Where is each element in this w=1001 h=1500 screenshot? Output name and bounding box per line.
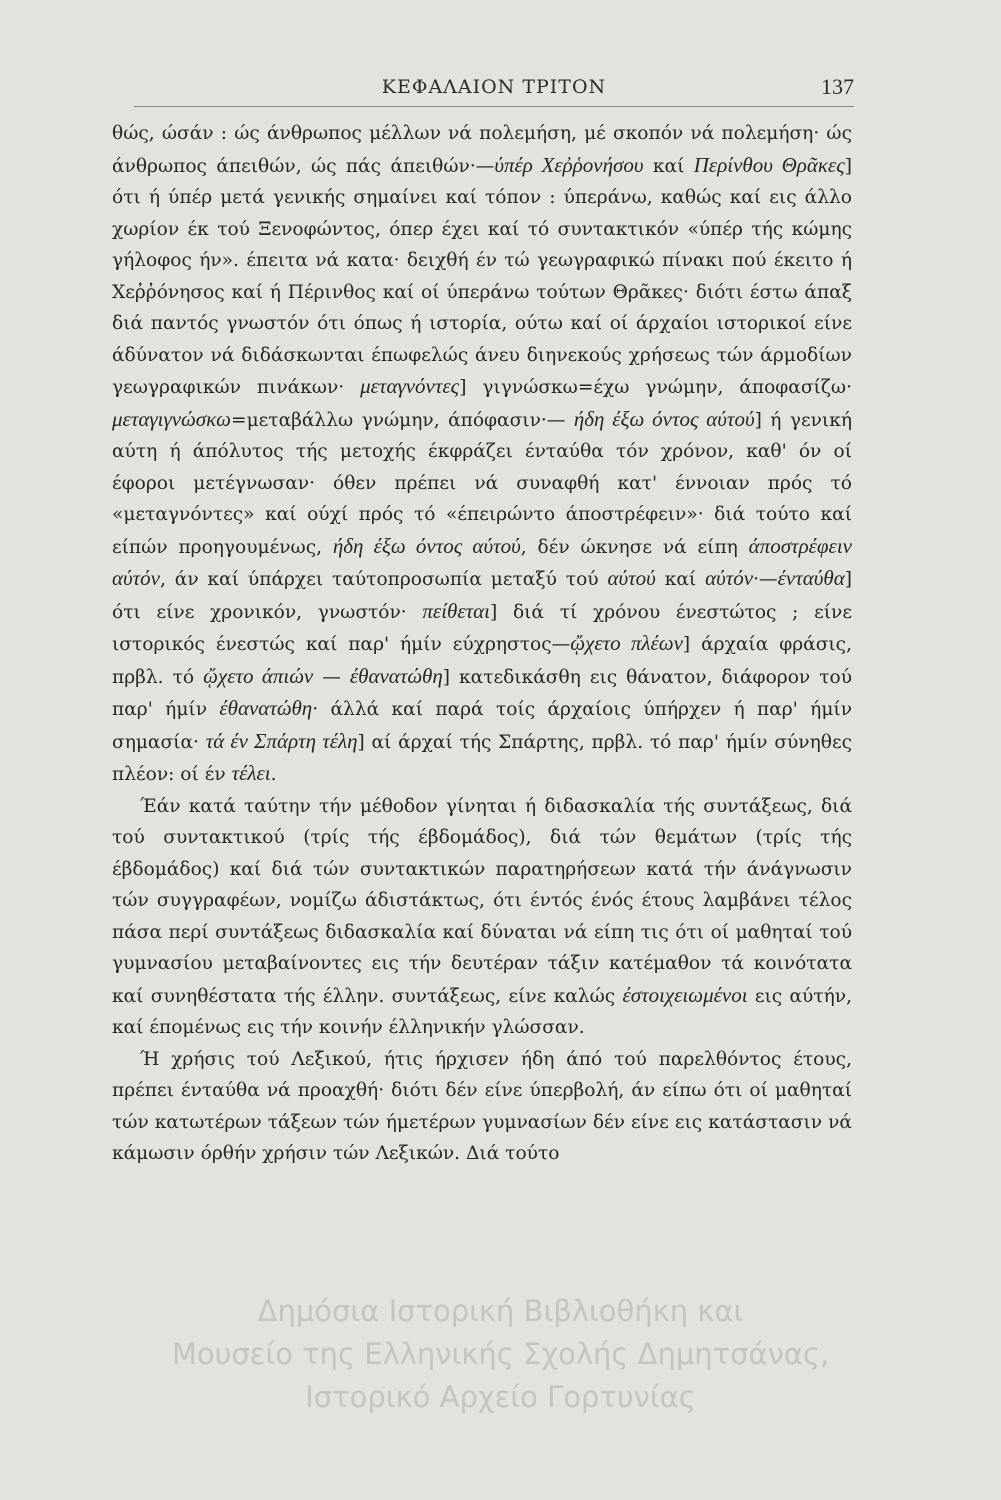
text-segment: ] κατεδικάσθη εις θάνατον, διάφορον τού παρ' ήμίν [112,666,853,720]
paragraph [112,791,852,1044]
text-segment: ] ότι ή ύπέρ μετά γενικής σημαίνει καί τόπον : ύπεράνω, καθώς καί εις άλλο χωρίον έκ τού Ξενοφώντος, όπερ έχει καί τό συντακτικόν «ύπέρ τής κώμης γήλοφος ήν». έπειτα νά κατα· δειχθή έν τώ γεωγραφικώ πίνακι πού έκειτο ή Χεῤῥόνησος καί ή Πέρινθος καί οί ύπεράνω τούτων Θρᾶκες· διότι έστω άπαξ διά παντός γνωστόν ότι όπως ή ιστορία, ούτω καί οί άρχαίοι ιστορικοί είνε άδύνατον νά διδάσκωνται έπωφελώς άνευ διηνεκούς χρήσεως τών άρμοδίων γεωγραφικών πινάκων· [112,155,852,398]
text-segment: · άλλά καί παρά τοίς άρχαίοις ύπήρχεν ή παρ' ήμίν σημασία· [112,699,852,753]
text-segment: — [313,666,350,688]
text-segment: θώς, ώσάν : ώς άνθρωπος μέλλων νά πολεμήση, μέ σκοπόν νά πολεμήση· ώς άνθρωπος άπειθών, ώς πάς άπειθών·— [112,123,852,177]
running-head [134,72,854,107]
text-segment: ] ή γενική αύτη ή άπόλυτος τής μετοχής έκφράζει ένταύθα τόν χρόνον, καθ' όν οί έφοροι μετέγνωσαν· όθεν πρέπει νά συναφθή κατ' έννοιαν πρός τό «μεταγνόντες» καί ούχί πρός τό «έπειρώντο άποστρέφειν»· διά τούτο καί είπών προηγουμένως, [112,409,852,558]
text-segment: . [270,764,277,785]
text-segment: καί [643,155,694,177]
watermark-line-1: Δημόσια Ιστορική Βιβλιοθήκη και [257,1294,744,1328]
text-segment: , δέν ώκνησε νά είπη [520,536,749,558]
text-segment: ] γιγνώσκω=έχω γνώμην, άποφασίζω· [459,377,852,398]
italic-text-segment: τέλει [231,761,271,785]
italic-text-segment: Περίνθου Θρᾶκες [693,152,845,177]
italic-text-segment: έθανατώθη [219,696,313,720]
chapter-title: ΚΕΦΑΛΑΙΟΝ ΤΡΙΤΟΝ [381,76,607,98]
paragraph [112,1044,852,1170]
text-segment: Ή χρήσις τού Λεξικού, ήτις ήρχισεν ήδη άπό τού παρελθόντος έτους, πρέπει ένταύθα νά προαχθή· διότι δέν είνε ύπερβολή, άν είπω ότι οί μαθηταί τών κατωτέρων τάξεων τών ήμετέρων γυμνασίων δέν είνε εις κατάστασιν νά κάμωσιν όρθήν χρήσιν τών Λεξικών. Διά τούτο [112,1048,852,1164]
italic-text-segment: αύτού [607,566,656,590]
text-segment: ·— [753,569,778,590]
italic-text-segment: ᾤχετο πλέων [570,631,683,655]
italic-text-segment: έστοιχειωμένοι [622,982,748,1007]
text-segment: καί [655,569,706,590]
italic-text-segment: άποστρέφειν αύτόν [112,533,852,590]
text-segment: ] ότι είνε χρονικόν, γνωστόν· [112,569,852,623]
italic-text-segment: αύτόν [705,566,754,590]
text-segment: ] διά τί χρόνου ένεστώτος ; είνε ιστορικός ένεστώς καί παρ' ήμίν εύχρηστος— [112,601,852,655]
watermark-line-2: Μουσείο της Ελληνικής Σχολής Δημητσάνας, [171,1337,830,1371]
italic-text-segment: ένταύθα [777,566,845,590]
text-segment: εις αύτήν, καί έπομένως εις τήν κοινήν έλληνικήν γλώσσαν. [112,985,852,1038]
italic-text-segment: ύπέρ Χεῤῥονήσου [494,152,644,177]
italic-text-segment: ᾤχετο άπιών [203,663,314,688]
body-text [112,118,852,1170]
text-segment: ] αί άρχαί τής Σπάρτης, πρβλ. τό παρ' ήμίν σύνηθες πλέον: οί έν [112,731,852,785]
watermark-line-3: Ιστορικό Αρχείο Γορτυνίας [305,1380,696,1414]
italic-text-segment: πείθεται [422,598,490,623]
text-segment: Έάν κατά ταύτην τήν μέθοδον γίνηται ή διδασκαλία τής συντάξεως, διά τού συντακτικού (τρίς τής έβδομάδος), διά τών θεμάτων (τρίς τής έβδομάδος) καί διά τών συντακτικών παρατηρήσεων κατά τήν άνάγνωσιν τών συγγραφέων, νομίζω άδιστάκτως, ότι έντός ένός έτους λαμβάνει τέλος πάσα περί συντάξεως διδασκαλία καί δύναται νά είπη τις ότι οί μαθηταί τού γυμνασίου μεταβαίνοντες εις τήν δευτέραν τάξιν κατέμαθον τά κοινότατα καί συνηθέστατα τής έλλην. συντάξεως, είνε καλώς [112,795,852,1007]
italic-text-segment: ήδη έξω όντος αύτού [332,533,521,558]
italic-text-segment: μεταγνόντες [360,374,460,398]
text-segment: , άν καί ύπάρχει ταύτοπροσωπία μεταξύ τού [160,569,608,590]
text-segment: ] άρχαία φράσις, πρβλ. τό [112,634,853,688]
paragraph [112,118,852,791]
italic-text-segment: μεταγιγνώσκω [112,406,231,431]
italic-text-segment: ήδη έξω όντος αύτού [573,406,755,431]
page-number: 137 [821,74,854,99]
italic-text-segment: έθανατώθη [349,663,443,688]
text-segment: =μεταβάλλω γνώμην, άπόφασιν·— [230,409,574,431]
italic-text-segment: τά έν Σπάρτη τέλη [205,728,358,753]
